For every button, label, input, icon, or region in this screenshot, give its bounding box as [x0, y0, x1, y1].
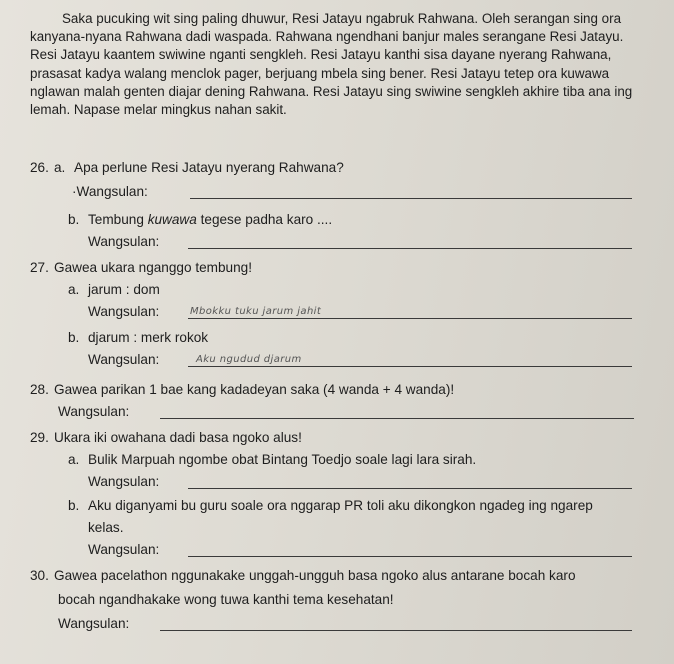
question-text: jarum : dom [88, 282, 160, 297]
sub-letter: b. [68, 212, 80, 227]
answer-label-30: Wangsulan: [58, 616, 130, 631]
question-number: 27. [30, 260, 49, 275]
answer-label-29b: Wangsulan: [88, 542, 160, 557]
answer-line-29a[interactable] [188, 488, 632, 489]
sub-letter: a. [54, 160, 66, 175]
question-number: 28. [30, 382, 49, 397]
answer-line-26b[interactable] [188, 248, 632, 249]
answer-line-27a[interactable] [188, 318, 632, 319]
question-26b [68, 212, 332, 227]
question-text: Gawea parikan 1 bae kang kadadeyan saka (4 wanda + 4 wanda)! [54, 382, 455, 397]
question-27a [68, 282, 160, 297]
answer-line-28[interactable] [160, 418, 634, 419]
answer-label-26b: Wangsulan: [88, 234, 160, 249]
question-text: Gawea pacelathon nggunakake unggah-ungguh basa ngoko alus antarane bocah karo [54, 568, 576, 583]
sub-letter: a. [68, 452, 80, 467]
question-30 [30, 568, 576, 583]
question-number: 30. [30, 568, 49, 583]
question-26a [30, 160, 344, 175]
question-number: 26. [30, 160, 49, 175]
answer-line-27b[interactable] [188, 366, 632, 367]
question-text: Ukara iki owahana dadi basa ngoko alus! [54, 430, 302, 445]
sub-letter: b. [68, 330, 80, 345]
answer-label-28: Wangsulan: [58, 404, 130, 419]
question-29b [68, 498, 593, 513]
question-27 [30, 260, 252, 275]
answer-label-29a: Wangsulan: [88, 474, 160, 489]
question-text: Apa perlune Resi Jatayu nyerang Rahwana? [74, 160, 344, 175]
question-text: Aku diganyami bu guru soale ora nggarap PR toli aku dikongkon ngadeg ing ngarep [88, 498, 593, 513]
question-number: 29. [30, 430, 49, 445]
answer-label-26a: ·Wangsulan: [72, 184, 148, 199]
question-29a [68, 452, 476, 467]
reading-passage [30, 10, 642, 119]
handwritten-answer-27a: Mbokku tuku jarum jahit [190, 306, 322, 317]
question-27b [68, 330, 208, 345]
passage-text: Saka pucuking wit sing paling dhuwur, Resi Jatayu ngabruk Rahwana. Oleh serangan sing ora kanyana-nyana Rahwana dadi waspada. Rahwana ngendhani banjur males serangane Resi Jatayu. Resi Jatayu kaantem swiwine nganti sengkleh. Resi Jatayu kanthi sisa dayane nyerang Rahwana, prasasat kadya walang menclok pager, berjuang mbela sing bener. Resi Jatayu tetep ora kuwawa nglawan malah genten diajar dening Rahwana. Resi Jatayu sing swiwine sengkleh akhire tiba ana ing lemah. Napase melar mingkus nahan sakit. [30, 11, 633, 118]
handwritten-answer-27b: Aku ngudud djarum [196, 354, 302, 365]
question-text: Gawea ukara nganggo tembung! [54, 260, 253, 275]
sub-letter: a. [68, 282, 80, 297]
question-text-post: tegese padha karo .... [196, 212, 333, 227]
question-text-pre: Tembung [88, 212, 148, 227]
question-text: djarum : merk rokok [88, 330, 209, 345]
question-text-emphasis: kuwawa [147, 212, 197, 227]
sub-letter: b. [68, 498, 80, 513]
question-29 [30, 430, 302, 445]
answer-line-26a[interactable] [190, 198, 632, 199]
answer-label-27b: Wangsulan: [88, 352, 160, 367]
question-30-continuation: bocah ngandhakake wong tuwa kanthi tema kesehatan! [58, 592, 394, 607]
answer-line-29b[interactable] [188, 556, 632, 557]
question-29b-continuation: kelas. [88, 520, 124, 535]
question-28 [30, 382, 454, 397]
question-text: Bulik Marpuah ngombe obat Bintang Toedjo soale lagi lara sirah. [88, 452, 477, 467]
answer-line-30[interactable] [160, 630, 632, 631]
answer-label-27a: Wangsulan: [88, 304, 160, 319]
